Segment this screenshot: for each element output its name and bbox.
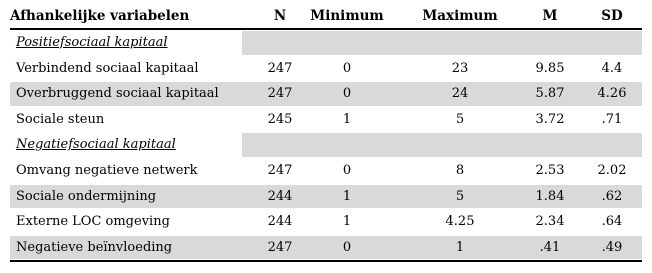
row-variable: Sociale steun: [16, 111, 105, 127]
row-sd: .64: [601, 214, 623, 230]
table-row: [10, 56, 642, 82]
row-sd: .49: [601, 239, 623, 255]
table-row: [10, 81, 642, 107]
section-header-row: [10, 132, 642, 158]
row-minimum: 1: [342, 111, 352, 127]
row-maximum: 8: [455, 162, 465, 178]
header-variable: Afhankelijke variabelen: [10, 8, 190, 24]
row-variable: Sociale ondermijning: [16, 188, 157, 204]
row-sd: 4.26: [597, 86, 627, 102]
header-n: N: [273, 8, 287, 24]
row-n: 244: [267, 214, 293, 230]
row-mean: 2.53: [535, 162, 565, 178]
table-row: [10, 107, 642, 133]
header-mean: M: [542, 8, 558, 24]
row-shading: [242, 133, 642, 157]
row-minimum: 0: [342, 162, 352, 178]
row-minimum: 1: [342, 188, 352, 204]
row-mean: 2.34: [535, 214, 565, 230]
table-row: [10, 158, 642, 184]
row-n: 244: [267, 188, 293, 204]
row-n: 247: [267, 239, 293, 255]
row-mean: 9.85: [535, 60, 565, 76]
table-row: [10, 184, 642, 210]
row-maximum: 24: [451, 86, 469, 102]
row-shading: [242, 31, 642, 55]
row-n: 247: [267, 162, 293, 178]
row-minimum: 0: [342, 239, 352, 255]
row-sd: 2.02: [597, 162, 627, 178]
row-n: 247: [267, 60, 293, 76]
section-title: Negatiefsociaal kapitaal: [16, 137, 176, 153]
descriptives-table: [10, 4, 642, 262]
row-n: 245: [267, 111, 293, 127]
row-maximum: 23: [451, 60, 469, 76]
row-variable: Negatieve beïnvloeding: [16, 239, 173, 255]
row-variable: Verbindend sociaal kapitaal: [16, 60, 199, 76]
row-minimum: 1: [342, 214, 352, 230]
row-maximum: 5: [455, 188, 465, 204]
row-maximum: 5: [455, 111, 465, 127]
row-sd: 4.4: [601, 60, 623, 76]
header-sd: SD: [601, 8, 623, 24]
row-minimum: 0: [342, 60, 352, 76]
section-title: Positiefsociaal kapitaal: [16, 35, 168, 50]
table-row: [10, 235, 642, 263]
row-mean: 1.84: [535, 188, 565, 204]
row-n: 247: [267, 86, 293, 102]
row-sd: .71: [601, 111, 623, 127]
table-header-row: [10, 4, 642, 30]
table-row: [10, 209, 642, 235]
row-variable: Overbruggend sociaal kapitaal: [16, 86, 219, 102]
row-mean: .41: [539, 239, 561, 255]
row-maximum: 4.25: [445, 214, 475, 230]
section-header-row: [10, 30, 642, 56]
row-mean: 3.72: [535, 111, 565, 127]
row-maximum: 1: [455, 239, 465, 255]
row-variable: Externe LOC omgeving: [16, 214, 170, 230]
row-variable: Omvang negatieve netwerk: [16, 162, 198, 178]
header-maximum: Maximum: [422, 8, 498, 24]
row-mean: 5.87: [535, 86, 565, 102]
header-minimum: Minimum: [310, 8, 384, 24]
row-sd: .62: [601, 188, 623, 204]
row-minimum: 0: [342, 86, 352, 102]
